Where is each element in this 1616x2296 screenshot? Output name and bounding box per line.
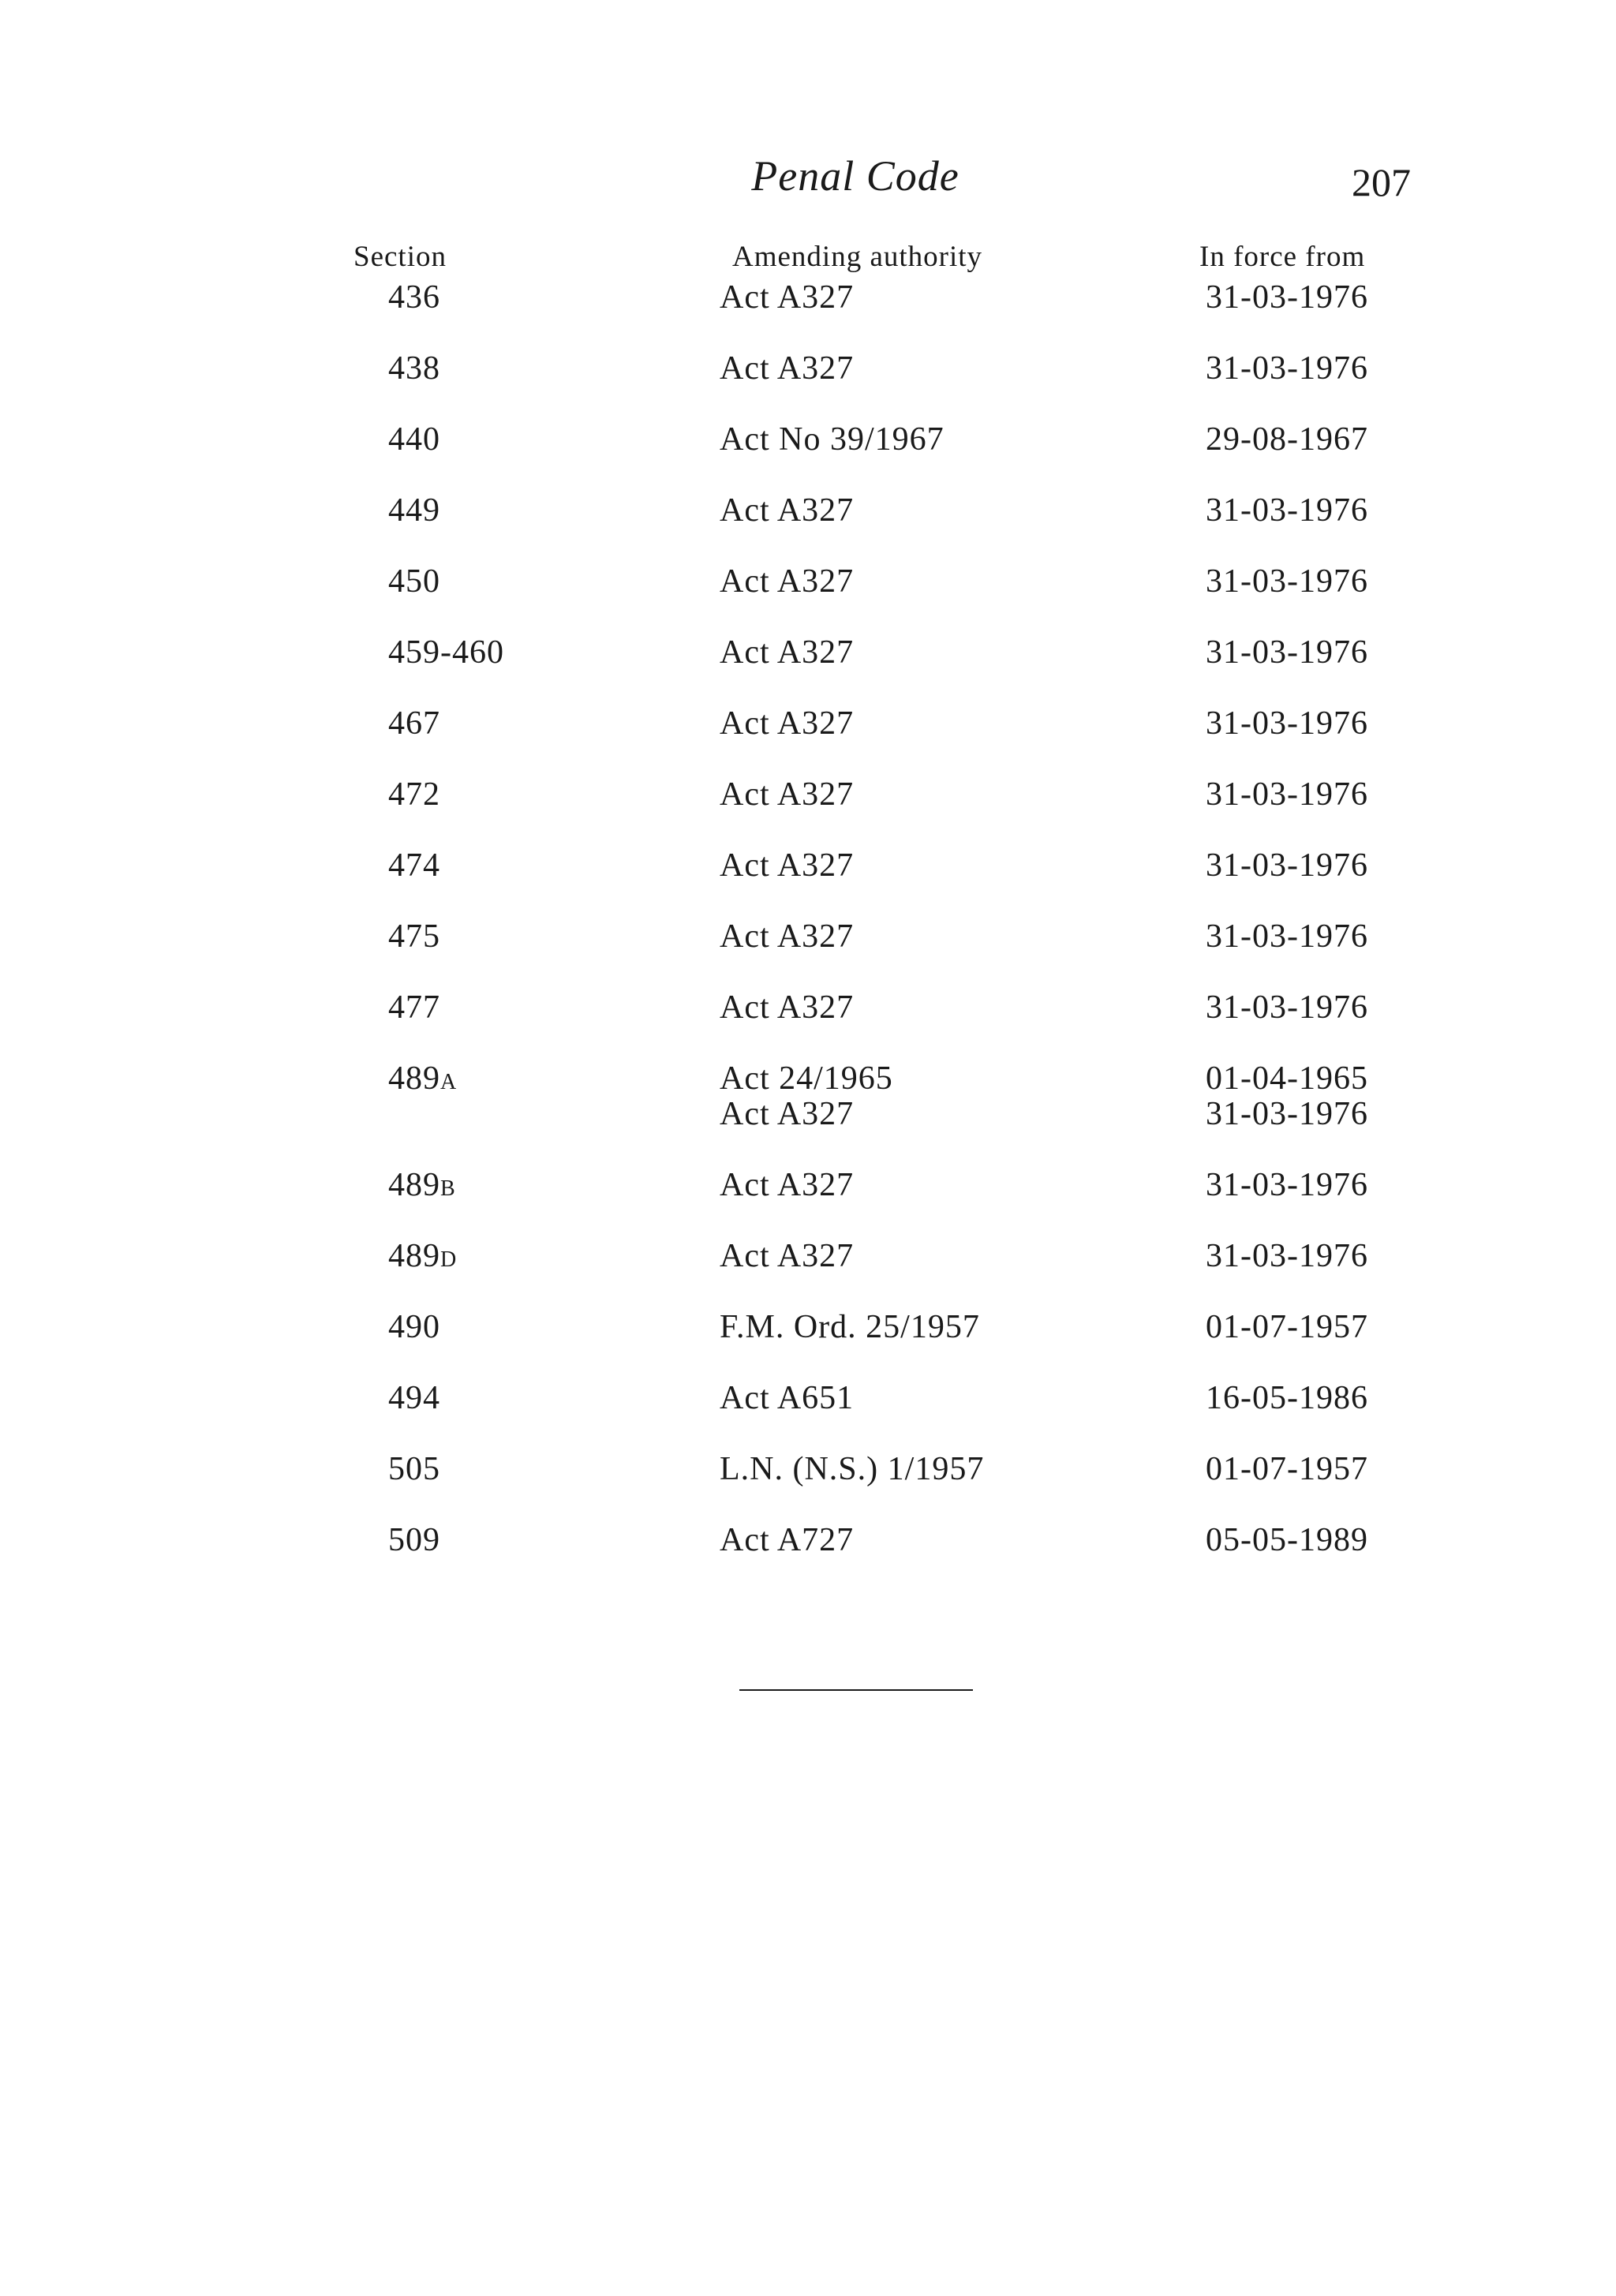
- amending-authority: Act A327: [720, 279, 855, 316]
- amending-authority: Act A327: [720, 1238, 855, 1274]
- section-cell: [388, 635, 504, 671]
- amending-authority-cell: [720, 1523, 854, 1558]
- amending-authority-cell: [720, 848, 854, 884]
- in-force-date: 31-03-1976: [1206, 279, 1368, 316]
- section-number: 459-460: [388, 634, 504, 671]
- section-cell: [388, 1452, 440, 1487]
- table-row: [0, 280, 1616, 316]
- in-force-cell: [1206, 422, 1368, 458]
- in-force-cell: [1206, 848, 1368, 884]
- amending-authority: Act A651: [720, 1380, 855, 1416]
- amending-authority-cell: [720, 1061, 893, 1132]
- amending-authority: Act A327: [720, 918, 855, 955]
- section-cell: [388, 848, 440, 884]
- column-header-amending-authority: Amending authority: [732, 241, 983, 273]
- amending-authority: Act A327: [720, 350, 855, 387]
- section-number: 489: [388, 1167, 440, 1203]
- section-number: 467: [388, 705, 440, 742]
- in-force-date: 01-07-1957: [1206, 1451, 1368, 1487]
- in-force-date: 31-03-1976: [1206, 776, 1368, 813]
- section-cell: [388, 1239, 456, 1277]
- in-force-date: 05-05-1989: [1206, 1522, 1368, 1558]
- in-force-date: 16-05-1986: [1206, 1380, 1368, 1416]
- table-row: [0, 919, 1616, 955]
- in-force-date: 31-03-1976: [1206, 1238, 1368, 1274]
- section-cell: [388, 1310, 440, 1345]
- in-force-cell: [1206, 1061, 1368, 1132]
- in-force-cell: [1206, 1381, 1368, 1416]
- amending-authority-cell: [720, 493, 854, 529]
- amendments-table: [0, 280, 1616, 1594]
- section-cell: [388, 564, 440, 600]
- in-force-date: 01-04-1965: [1206, 1060, 1368, 1097]
- table-row: [0, 1310, 1616, 1345]
- amending-authority-cell: [720, 1310, 980, 1345]
- in-force-cell: [1206, 1239, 1368, 1274]
- section-cell: [388, 777, 440, 813]
- amending-authority-cell: [720, 1239, 854, 1274]
- table-row: [0, 635, 1616, 671]
- in-force-date: 31-03-1976: [1206, 918, 1368, 955]
- amending-authority-cell: [720, 351, 854, 387]
- in-force-cell: [1206, 1168, 1368, 1203]
- in-force-date: 31-03-1976: [1206, 705, 1368, 742]
- in-force-date: 31-03-1976: [1206, 492, 1368, 529]
- section-number: 449: [388, 492, 440, 529]
- amending-authority-cell: [720, 564, 854, 600]
- amending-authority: Act A327: [720, 776, 855, 813]
- in-force-cell: [1206, 351, 1368, 387]
- in-force-cell: [1206, 990, 1368, 1026]
- table-row: [0, 1452, 1616, 1487]
- amending-authority: Act A327: [720, 563, 855, 600]
- column-header-in-force-from: In force from: [1199, 241, 1366, 273]
- table-row: [0, 777, 1616, 813]
- amending-authority: L.N. (N.S.) 1/1957: [720, 1451, 985, 1487]
- section-suffix: A: [440, 1070, 457, 1094]
- amending-authority: Act No 39/1967: [720, 421, 945, 458]
- amending-authority: Act A327: [720, 492, 855, 529]
- amending-authority-cell: [720, 280, 854, 316]
- in-force-date: 31-03-1976: [1206, 563, 1368, 600]
- in-force-cell: [1206, 493, 1368, 529]
- page-title: Penal Code: [751, 152, 960, 200]
- section-number: 450: [388, 563, 440, 600]
- amending-authority: F.M. Ord. 25/1957: [720, 1309, 980, 1345]
- section-suffix: D: [440, 1247, 457, 1272]
- section-number: 509: [388, 1522, 440, 1558]
- table-row: [0, 564, 1616, 600]
- in-force-cell: [1206, 280, 1368, 316]
- section-cell: [388, 1523, 440, 1558]
- table-row: [0, 848, 1616, 884]
- table-row: [0, 1523, 1616, 1558]
- amending-authority: Act A327: [720, 1096, 855, 1132]
- amending-authority-cell: [720, 706, 854, 742]
- in-force-cell: [1206, 1310, 1368, 1345]
- amending-authority: Act 24/1965: [720, 1060, 893, 1097]
- section-cell: [388, 706, 440, 742]
- table-row: [0, 990, 1616, 1026]
- amending-authority-cell: [720, 919, 854, 955]
- in-force-cell: [1206, 777, 1368, 813]
- amending-authority-cell: [720, 1381, 854, 1416]
- section-number: 440: [388, 421, 440, 458]
- amending-authority-cell: [720, 635, 854, 671]
- amending-authority: Act A727: [720, 1522, 855, 1558]
- in-force-date: 01-07-1957: [1206, 1309, 1368, 1345]
- section-suffix: B: [440, 1176, 455, 1201]
- table-row: [0, 422, 1616, 458]
- section-number: 472: [388, 776, 440, 813]
- section-number: 494: [388, 1380, 440, 1416]
- section-cell: [388, 1168, 455, 1206]
- table-row: [0, 1239, 1616, 1274]
- end-rule: [739, 1689, 973, 1691]
- in-force-date: 29-08-1967: [1206, 421, 1368, 458]
- section-cell: [388, 919, 440, 955]
- amending-authority-cell: [720, 777, 854, 813]
- in-force-cell: [1206, 706, 1368, 742]
- amending-authority: Act A327: [720, 989, 855, 1026]
- section-number: 490: [388, 1309, 440, 1345]
- section-cell: [388, 1381, 440, 1416]
- in-force-date: 31-03-1976: [1206, 350, 1368, 387]
- in-force-cell: [1206, 919, 1368, 955]
- section-cell: [388, 493, 440, 529]
- section-number: 474: [388, 847, 440, 884]
- in-force-cell: [1206, 564, 1368, 600]
- amending-authority: Act A327: [720, 705, 855, 742]
- in-force-date: 31-03-1976: [1206, 989, 1368, 1026]
- section-number: 436: [388, 279, 440, 316]
- table-row: [0, 1381, 1616, 1416]
- section-cell: [388, 1061, 456, 1100]
- section-number: 489: [388, 1238, 440, 1274]
- table-row: [0, 1061, 1616, 1132]
- section-number: 489: [388, 1060, 440, 1097]
- in-force-date: 31-03-1976: [1206, 634, 1368, 671]
- amending-authority-cell: [720, 422, 945, 458]
- amending-authority: Act A327: [720, 847, 855, 884]
- column-header-section: Section: [354, 241, 447, 273]
- in-force-date: 31-03-1976: [1206, 1096, 1368, 1132]
- table-row: [0, 1168, 1616, 1203]
- amending-authority-cell: [720, 1168, 854, 1203]
- table-row: [0, 493, 1616, 529]
- section-number: 438: [388, 350, 440, 387]
- in-force-cell: [1206, 635, 1368, 671]
- page-number: 207: [1352, 160, 1411, 204]
- table-row: [0, 351, 1616, 387]
- section-cell: [388, 280, 440, 316]
- section-cell: [388, 422, 440, 458]
- in-force-date: 31-03-1976: [1206, 1167, 1368, 1203]
- section-cell: [388, 990, 440, 1026]
- table-row: [0, 706, 1616, 742]
- section-cell: [388, 351, 440, 387]
- in-force-cell: [1206, 1523, 1368, 1558]
- in-force-date: 31-03-1976: [1206, 847, 1368, 884]
- section-number: 505: [388, 1451, 440, 1487]
- amending-authority-cell: [720, 1452, 984, 1487]
- section-number: 475: [388, 918, 440, 955]
- amending-authority: Act A327: [720, 1167, 855, 1203]
- in-force-cell: [1206, 1452, 1368, 1487]
- amending-authority: Act A327: [720, 634, 855, 671]
- section-number: 477: [388, 989, 440, 1026]
- amending-authority-cell: [720, 990, 854, 1026]
